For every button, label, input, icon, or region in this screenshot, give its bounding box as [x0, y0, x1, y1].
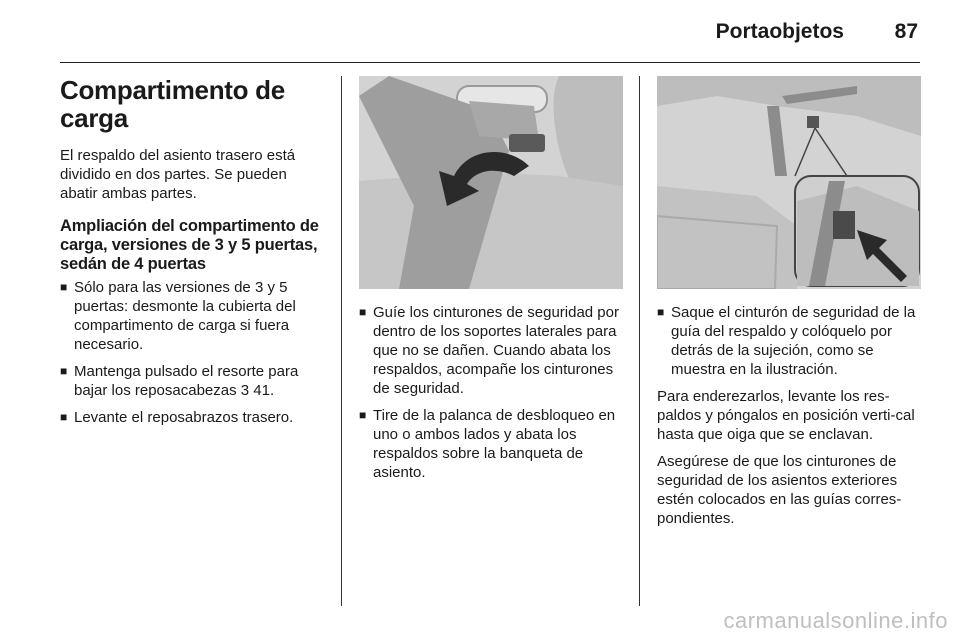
list-item-text: Tire de la palanca de desbloqueo en uno o ambos lados y abata los respaldos sobre la banqueta de asiento.	[373, 407, 616, 481]
bullet-icon: ■	[359, 305, 367, 319]
paragraph: Asegúrese de que los cinturones de seguridad de los asientos exteriores estén colocados en las guías corres-pondientes.	[657, 453, 902, 527]
intro-paragraph: El respaldo del asiento trasero está dividido en dos partes. Se pueden abatir ambas partes.	[60, 147, 296, 202]
belt-holder-image	[657, 76, 921, 289]
list-item	[60, 408, 322, 427]
page-reference-link[interactable]: 41.	[253, 382, 275, 399]
watermark-text: carmanualsonline.info	[723, 608, 948, 633]
list-item-text: Guíe los cinturones de seguridad por dentro de los soportes laterales para que no se dañen. Cuando abata los respaldos, acompañe los cinturones de seguridad.	[373, 304, 619, 397]
instruction-list	[60, 278, 322, 427]
seat-illustration-image	[359, 76, 623, 289]
list-item	[359, 303, 625, 398]
belt-holder-illustration	[657, 76, 921, 289]
bullet-icon: ■	[359, 408, 367, 422]
bullet-icon: ■	[60, 364, 68, 378]
column-2	[359, 76, 625, 490]
column-3	[657, 76, 923, 536]
paragraph: Para enderezarlos, levante los res-paldos y póngalos en posición verti-cal hasta que oiga que se enclavan.	[657, 388, 915, 443]
page-reference-icon: 3	[240, 382, 250, 399]
bullet-icon: ■	[60, 280, 68, 294]
list-item	[60, 362, 322, 400]
bullet-icon: ■	[60, 410, 68, 424]
page-header	[60, 18, 920, 63]
list-item	[359, 406, 625, 482]
list-item-text: Levante el reposabrazos trasero.	[74, 409, 294, 426]
rear-seat-belt-illustration	[359, 76, 623, 289]
instruction-list	[657, 303, 923, 379]
header-title: Portaobjetos	[715, 20, 844, 43]
section-title: Compartimento de carga	[60, 75, 285, 133]
bullet-icon: ■	[657, 305, 665, 319]
column-divider-2	[639, 76, 640, 606]
list-item-text: Saque el cinturón de seguridad de la guía del respaldo y colóquelo por detrás de la sujeción, como se muestra en la ilustración.	[671, 304, 916, 378]
list-item-text: Mantenga pulsado el resorte para bajar los reposacabezas	[74, 363, 299, 399]
subsection-title: Ampliación del compartimento de carga, versiones de 3 y 5 puertas, sedán de 4 puertas	[60, 217, 319, 273]
instruction-list	[359, 303, 625, 482]
list-item	[60, 278, 322, 354]
list-item	[657, 303, 923, 379]
page-number: 87	[894, 20, 918, 43]
list-item-text: Sólo para las versiones de 3 y 5 puertas: desmonte la cubierta del compartimento de carga si fuera necesario.	[74, 279, 296, 353]
column-divider-1	[341, 76, 342, 606]
column-1	[60, 76, 322, 435]
